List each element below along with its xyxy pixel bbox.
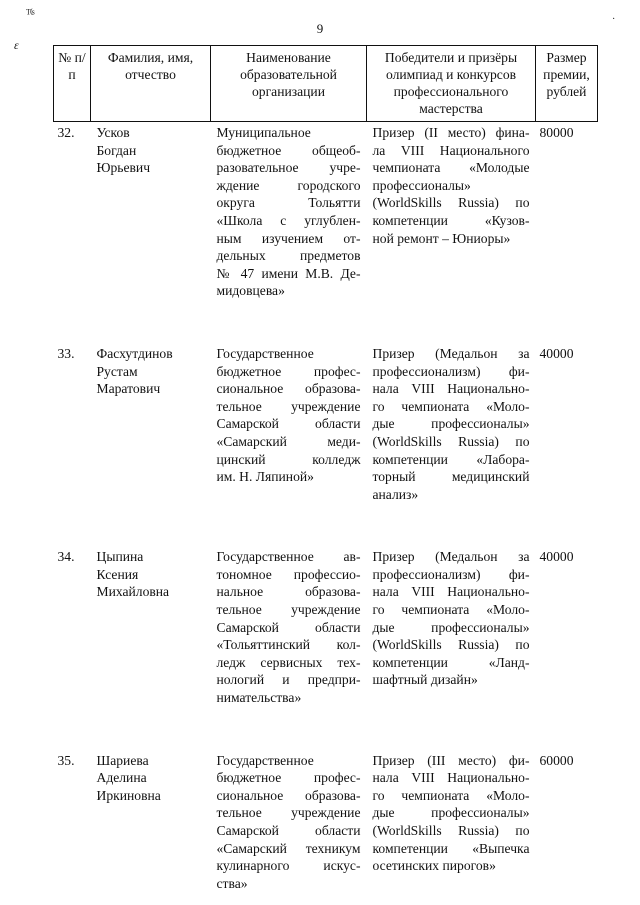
organization-line: «Тольяттинский кол-	[216, 637, 361, 653]
row-number: 35.	[57, 752, 75, 768]
organization-line: «Школа с углублен-	[216, 212, 361, 228]
name-line: Иркиновна	[96, 787, 161, 803]
achievement	[367, 124, 536, 300]
header-org: Наименование образовательной организации	[211, 46, 367, 122]
table-body	[54, 122, 598, 893]
achievement-line: компетенции «Кузов-	[372, 212, 530, 228]
achievement-line: дые профессионалы»	[372, 416, 530, 432]
achievement-line: профессионализм) фи-	[372, 363, 530, 379]
organization	[211, 345, 367, 503]
achievement-line: чемпионата «Молодые	[372, 160, 530, 176]
organization-line: Муниципальное	[216, 125, 311, 140]
achievement-line: осетинских пирогов»	[372, 858, 496, 874]
organization-line: ждение городского	[216, 177, 361, 193]
achievement-line: нала VIII Национально-	[372, 381, 530, 397]
organization-line: нимательства»	[216, 690, 302, 706]
organization-line: мидовцева»	[216, 283, 285, 299]
organization-line: округа Тольятти	[216, 195, 361, 211]
achievement-line: нала VIII Национально-	[372, 770, 530, 786]
header-num: № п/п	[54, 46, 91, 122]
organization-line: тельное учреждение	[216, 805, 361, 821]
organization-line: дельных предметов	[216, 248, 361, 264]
achievement-line: шафтный дизайн»	[372, 672, 478, 688]
organization-line: разовательное учре-	[216, 160, 361, 176]
achievement-line: дые профессионалы»	[372, 805, 530, 821]
organization-line: ледж сервисных тех-	[216, 654, 361, 670]
name-line: Цыпина	[96, 549, 144, 565]
achievement-line: (WorldSkills Russia) по	[372, 637, 530, 653]
prize-amount: 60000	[539, 752, 574, 768]
achievement	[367, 548, 536, 706]
achievement-line: нала VIII Национально-	[372, 584, 530, 600]
row-number: 33.	[57, 345, 75, 361]
achievement-line: (WorldSkills Russia) по	[372, 823, 530, 838]
full-name	[91, 124, 211, 300]
organization-line: Государственное	[216, 345, 314, 361]
organization-line: Самарской области	[216, 416, 361, 432]
achievement-line: Призер (Медальон за	[372, 549, 530, 565]
achievement	[367, 752, 536, 893]
achievement-line: дые профессионалы»	[372, 619, 530, 635]
row-number: 34.	[57, 549, 75, 565]
table-row	[54, 752, 598, 893]
organization-line: им. Н. Ляпиной»	[216, 469, 314, 485]
organization-line: Самарской области	[216, 619, 361, 635]
organization-line: ным изучением от-	[216, 230, 361, 246]
achievement-line: ной ремонт – Юниоры»	[372, 230, 511, 246]
full-name	[91, 548, 211, 706]
achievement-line: торный медицинский	[372, 469, 530, 485]
achievement-line: го чемпионата «Моло-	[372, 787, 530, 803]
organization-line: ства»	[216, 875, 248, 891]
organization-line: бюджетное общеоб-	[216, 142, 361, 158]
organization-line: Государственное ав-	[216, 549, 361, 565]
organization-line: «Самарский меди-	[216, 433, 361, 449]
scan-artifact-top-left: ᵀ⁽ˢ	[26, 6, 34, 21]
scan-artifact-left: ɛ	[14, 38, 19, 52]
awards-table	[53, 45, 598, 892]
organization-line: тельное учреждение	[216, 602, 361, 618]
achievement-line: Призер (Медальон за	[372, 345, 530, 361]
name-line: Ксения	[96, 566, 139, 582]
table-row	[54, 548, 598, 706]
organization	[211, 124, 367, 300]
achievement-line: анализ»	[372, 486, 419, 502]
organization-line: кулинарного искус-	[216, 858, 361, 874]
name-line: Рустам	[96, 363, 138, 379]
full-name	[91, 752, 211, 893]
achievement-line: го чемпионата «Моло-	[372, 602, 530, 618]
name-line: Усков	[96, 125, 130, 140]
achievement-line: Призер (III место) фи-	[372, 752, 530, 768]
achievement-line: профессионализм) фи-	[372, 566, 530, 582]
achievement	[367, 345, 536, 503]
achievement-line: ла VIII Национального	[372, 142, 530, 158]
scan-artifact-top-right: ·	[612, 14, 616, 25]
organization-line: бюджетное профес-	[216, 770, 361, 786]
organization-line: цинский колледж	[216, 451, 361, 467]
page-number: 9	[316, 21, 324, 36]
organization-line: Самарской области	[216, 823, 361, 838]
organization-line: тономное профессио-	[216, 566, 361, 582]
prize-amount: 40000	[539, 549, 574, 565]
name-line: Богдан	[96, 142, 137, 158]
name-line: Шариева	[96, 752, 149, 768]
header-name: Фамилия, имя, отчество	[91, 46, 211, 122]
achievement-line: компетенции «Выпечка	[372, 840, 530, 856]
name-line: Михайловна	[96, 584, 170, 600]
achievement-line: профессионалы»	[372, 177, 471, 193]
table-row	[54, 345, 598, 503]
organization-line: сиональное образова-	[216, 787, 361, 803]
organization-line: нальное образова-	[216, 584, 361, 600]
organization-line: нологий и предпри-	[216, 672, 361, 688]
table-header	[54, 46, 598, 122]
organization-line: сиональное образова-	[216, 381, 361, 397]
row-spacer	[54, 503, 598, 548]
header-winners: Победители и призёры олимпиад и конкурсов профессионального мастерства	[367, 46, 536, 122]
row-spacer	[54, 300, 598, 345]
organization	[211, 752, 367, 893]
organization-line: «Самарский техникум	[216, 840, 361, 856]
name-line: Маратович	[96, 381, 161, 397]
organization-line: тельное учреждение	[216, 398, 361, 414]
achievement-line: (WorldSkills Russia) по	[372, 195, 530, 211]
full-name	[91, 345, 211, 503]
name-line: Аделина	[96, 770, 147, 786]
achievement-line: го чемпионата «Моло-	[372, 398, 530, 414]
achievement-line: компетенции «Лабора-	[372, 451, 530, 467]
achievement-line: (WorldSkills Russia) по	[372, 433, 530, 449]
prize-amount: 80000	[539, 125, 574, 140]
row-number: 32.	[57, 125, 75, 140]
achievement-line: Призер (II место) фина-	[372, 125, 530, 140]
organization-line: Государственное	[216, 752, 314, 768]
prize-amount: 40000	[539, 345, 574, 361]
name-line: Юрьевич	[96, 160, 151, 176]
organization-line: № 47 имени М.В. Де-	[216, 265, 361, 281]
name-line: Фасхутдинов	[96, 345, 173, 361]
row-spacer	[54, 707, 598, 752]
organization-line: бюджетное профес-	[216, 363, 361, 379]
header-prize: Размер премии, рублей	[536, 46, 598, 122]
organization	[211, 548, 367, 706]
achievement-line: компетенции «Ланд-	[372, 654, 530, 670]
table-row	[54, 124, 598, 300]
